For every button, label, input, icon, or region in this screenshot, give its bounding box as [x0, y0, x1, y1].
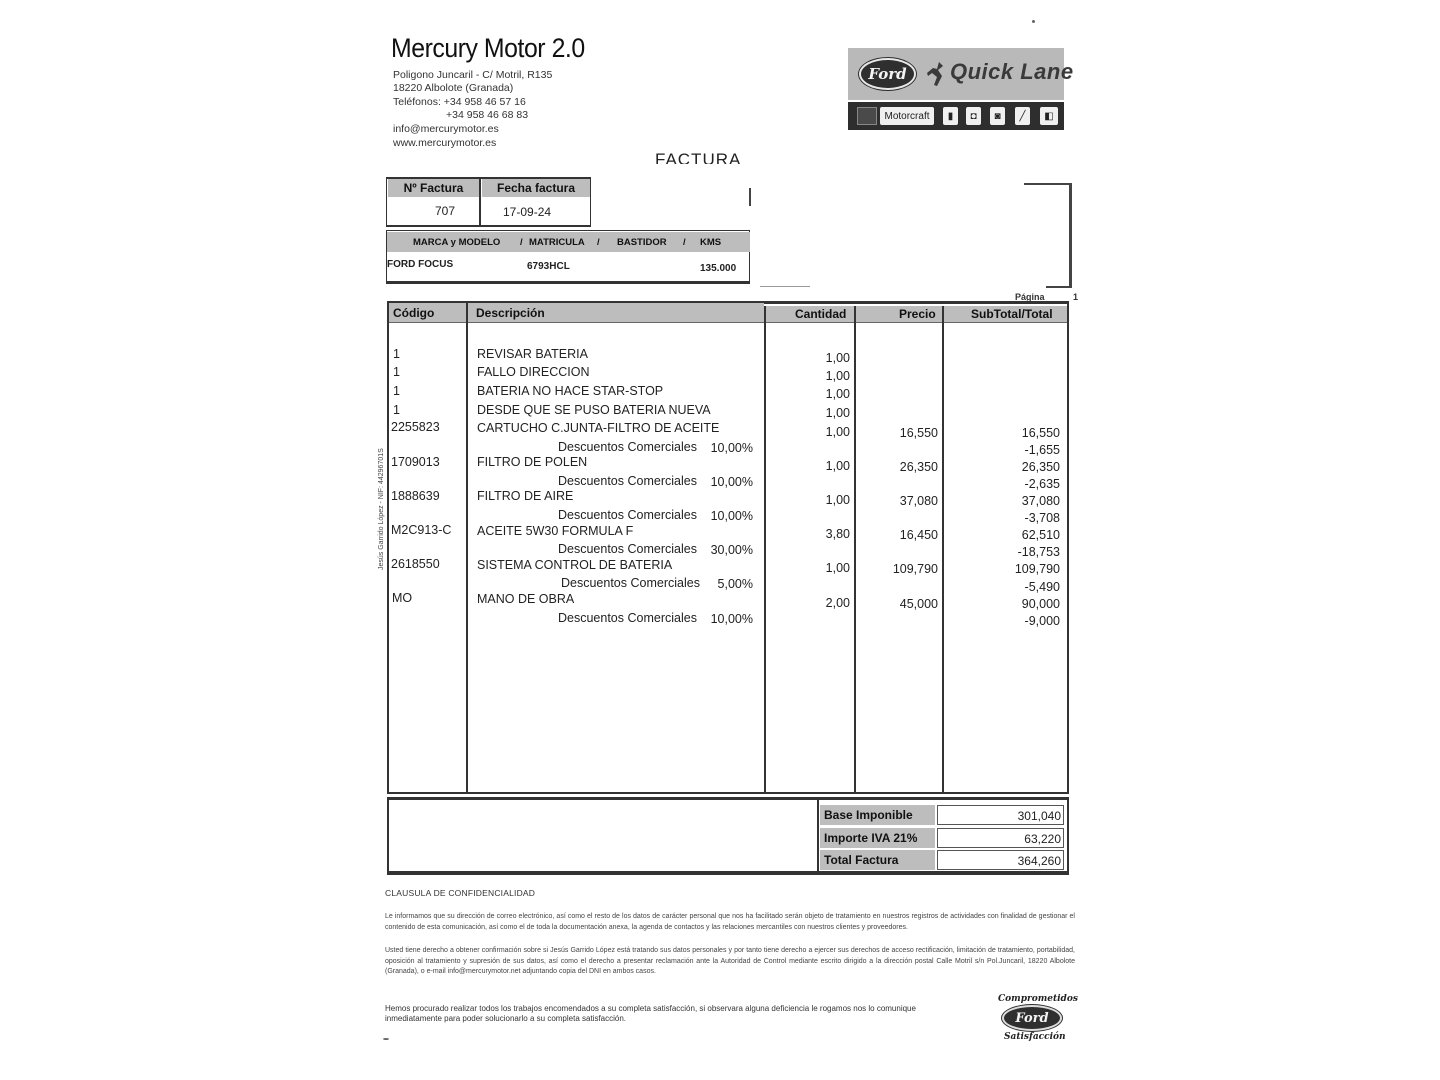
iva-value: 63,220	[937, 828, 1064, 848]
header-divider	[389, 322, 1067, 323]
battery-service-icon: ▮	[943, 107, 958, 125]
vehicle-brand-model: FORD FOCUS	[387, 259, 454, 270]
item-code: 1709013	[391, 455, 440, 469]
item-subtotal: 109,790	[1014, 562, 1060, 576]
item-subtotal: 62,510	[1021, 528, 1060, 542]
item-description: BATERIA NO HACE STAR-STOP	[477, 384, 664, 398]
vehicle-kms: 135.000	[700, 263, 737, 274]
column-divider	[942, 306, 944, 794]
discount-amount: -9,000	[1024, 614, 1060, 628]
column-divider	[854, 306, 856, 794]
invoice-date-label: Fecha factura	[482, 179, 590, 197]
discount-label: Descuentos Comerciales	[561, 576, 700, 590]
item-quantity: 1,00	[825, 369, 850, 383]
discount-label: Descuentos Comerciales	[558, 440, 697, 454]
invoice-number: 707	[435, 204, 456, 218]
separator: /	[520, 237, 523, 248]
discount-label: Descuentos Comerciales	[558, 508, 697, 522]
item-code: MO	[392, 591, 413, 605]
confidentiality-title: CLAUSULA DE CONFIDENCIALIDAD	[385, 888, 536, 898]
item-price: 16,450	[899, 528, 938, 542]
item-price: 45,000	[899, 597, 938, 611]
invoice-number-label: Nº Factura	[388, 179, 479, 197]
total-value: 364,260	[937, 850, 1064, 870]
column-divider	[466, 303, 468, 794]
ford-sticker-logo: Ford	[1002, 1005, 1062, 1031]
column-divider	[764, 306, 766, 794]
client-box-edge	[1069, 183, 1072, 288]
company-address-line: Poligono Juncaril - C/ Motril, R135	[393, 69, 553, 81]
item-quantity: 1,00	[825, 425, 850, 439]
item-description: ACEITE 5W30 FORMULA F	[477, 524, 634, 538]
discount-label: Descuentos Comerciales	[558, 542, 697, 556]
company-name: Mercury Motor 2.0	[391, 33, 585, 63]
client-box-corner	[1046, 286, 1071, 288]
sticker-bottom-text: Satisfacción	[1004, 1032, 1066, 1042]
motorcraft-logo: Motorcraft	[880, 107, 934, 125]
page-number: 1	[1073, 292, 1079, 302]
item-code: 1	[393, 347, 400, 361]
discount-percent: 10,00%	[710, 509, 753, 523]
company-phone-line: +34 958 46 68 83	[446, 109, 529, 121]
item-code: M2C913-C	[391, 523, 452, 537]
vehicle-kms-label: KMS	[700, 237, 722, 248]
item-description: FILTRO DE POLEN	[477, 455, 588, 469]
item-description: FALLO DIRECCION	[477, 365, 590, 379]
discount-percent: 10,00%	[710, 612, 753, 626]
table-header-description: Descripción	[468, 303, 764, 323]
iva-label: Importe IVA 21%	[820, 828, 935, 848]
item-code: 1888639	[391, 489, 440, 503]
item-description: CARTUCHO C.JUNTA-FILTRO DE ACEITE	[477, 421, 720, 435]
discount-amount: -1,655	[1024, 443, 1060, 457]
company-phone-line: Teléfonos: +34 958 46 57 16	[393, 96, 526, 108]
discount-percent: 10,00%	[710, 475, 753, 489]
closing-note: Hemos procurado realizar todos los trabajos encomendados a su completa satisfacción, si observara alguna deficiencia le rogamos nos lo comunique inmediatamente para poder solucionarlo a su completa satisfacción.	[385, 1004, 916, 1023]
item-code: 2255823	[391, 420, 440, 434]
item-price: 16,550	[899, 426, 938, 440]
client-box-corner	[749, 188, 751, 206]
item-quantity: 1,00	[825, 493, 850, 507]
item-quantity: 1,00	[825, 406, 850, 420]
confidentiality-paragraph: Usted tiene derecho a obtener confirmación sobre si Jesús Garrido López está tratando sus datos personales y por tanto tiene derecho a ejercer sus derechos de acceso rectificación, limitación de tratamiento, portabilidad, oposición al tratamiento y supresión de sus datos, así como el derecho a presentar reclamación ante la Autoridad de Control mediante escrito dirigido a la dirección postal Calle Motril s/n Pol.Juncaril, 18220 Albolote (Granada), o e-mail info@mercurymotor.net adjuntando copia del DNI en ambos casos.	[385, 947, 1075, 975]
separator: /	[683, 237, 686, 248]
item-code: 1	[393, 365, 400, 379]
item-quantity: 3,80	[825, 527, 850, 541]
base-imponible-label: Base Imponible	[820, 805, 935, 825]
divider	[817, 800, 819, 871]
item-quantity: 2,00	[825, 596, 850, 610]
quick-lane-logo: Quick Lane	[950, 59, 1074, 84]
discount-amount: -2,635	[1024, 477, 1060, 491]
item-code: 1	[393, 384, 400, 398]
base-imponible-value: 301,040	[937, 805, 1064, 825]
separator: /	[597, 237, 600, 248]
motorcraft-emblem-icon	[857, 107, 877, 125]
company-email: info@mercurymotor.es	[393, 123, 499, 135]
item-quantity: 1,00	[825, 387, 850, 401]
item-quantity: 1,00	[825, 561, 850, 575]
table-header-code: Código	[389, 303, 466, 323]
client-box-edge	[760, 286, 810, 287]
side-note: Jesús Garrido López - NIF: 44296701S	[378, 448, 385, 570]
discount-amount: -5,490	[1024, 580, 1060, 594]
item-price: 37,080	[899, 494, 938, 508]
total-label: Total Factura	[820, 850, 935, 870]
item-quantity: 1,00	[825, 351, 850, 365]
item-code: 2618550	[391, 557, 440, 571]
company-address-line: 18220 Albolote (Granada)	[393, 82, 514, 94]
vehicle-plate-label: MATRICULA	[529, 237, 585, 248]
item-description: REVISAR BATERIA	[477, 347, 588, 361]
item-price: 109,790	[892, 562, 938, 576]
brake-service-icon: ◧	[1040, 107, 1058, 125]
item-description: MANO DE OBRA	[477, 592, 575, 606]
ford-logo: Ford	[859, 58, 916, 90]
page-label: Página	[1015, 292, 1045, 302]
item-subtotal: 26,350	[1021, 460, 1060, 474]
item-subtotal: 16,550	[1021, 426, 1060, 440]
sticker-top-text: Comprometidos	[998, 994, 1078, 1004]
table-header-quantity: Cantidad	[766, 306, 854, 323]
document-title: FACTURA	[655, 150, 742, 164]
item-price: 26,350	[899, 460, 938, 474]
discount-label: Descuentos Comerciales	[558, 474, 697, 488]
invoice-date: 17-09-24	[503, 205, 552, 219]
table-header-subtotal: SubTotal/Total	[944, 306, 1067, 323]
vehicle-brand-model-label: MARCA y MODELO	[413, 237, 501, 248]
discount-percent: 30,00%	[710, 543, 753, 557]
divider	[479, 179, 481, 226]
item-description: DESDE QUE SE PUSO BATERIA NUEVA	[477, 403, 711, 417]
confidentiality-paragraph: Le informamos que su dirección de correo electrónico, así como el resto de los datos de carácter personal que nos ha facilitado serán objeto de tratamiento en nuestros registros de actividades con finalidad de gestionar el contenido de esta comunicación, así como el de toda la documentación anexa, la agenda de contactos y las relaciones mercantiles con nuestros clientes y proveedores.	[385, 913, 1075, 931]
item-description: FILTRO DE AIRE	[477, 489, 574, 503]
vehicle-chassis-label: BASTIDOR	[617, 237, 667, 248]
item-subtotal: 90,000	[1021, 597, 1060, 611]
discount-amount: -3,708	[1024, 511, 1060, 525]
vehicle-plate: 6793HCL	[527, 261, 570, 272]
company-website: www.mercurymotor.es	[393, 137, 497, 149]
scan-speck	[1032, 20, 1035, 23]
discount-label: Descuentos Comerciales	[558, 611, 697, 625]
item-code: 1	[393, 403, 400, 417]
item-quantity: 1,00	[825, 459, 850, 473]
discount-percent: 10,00%	[710, 441, 753, 455]
item-description: SISTEMA CONTROL DE BATERIA	[477, 558, 673, 572]
wiper-service-icon: ╱	[1015, 107, 1030, 125]
vehicle-header	[387, 232, 750, 252]
quick-lane-runner-icon	[925, 60, 949, 88]
client-box-corner	[1024, 183, 1071, 185]
tyre-service-icon: ◙	[990, 107, 1005, 125]
scan-speck	[383, 1038, 389, 1040]
filter-service-icon: ◘	[966, 107, 981, 125]
discount-percent: 5,00%	[717, 577, 753, 591]
discount-amount: -18,753	[1017, 545, 1060, 559]
item-subtotal: 37,080	[1021, 494, 1060, 508]
table-header-price: Precio	[856, 306, 942, 323]
